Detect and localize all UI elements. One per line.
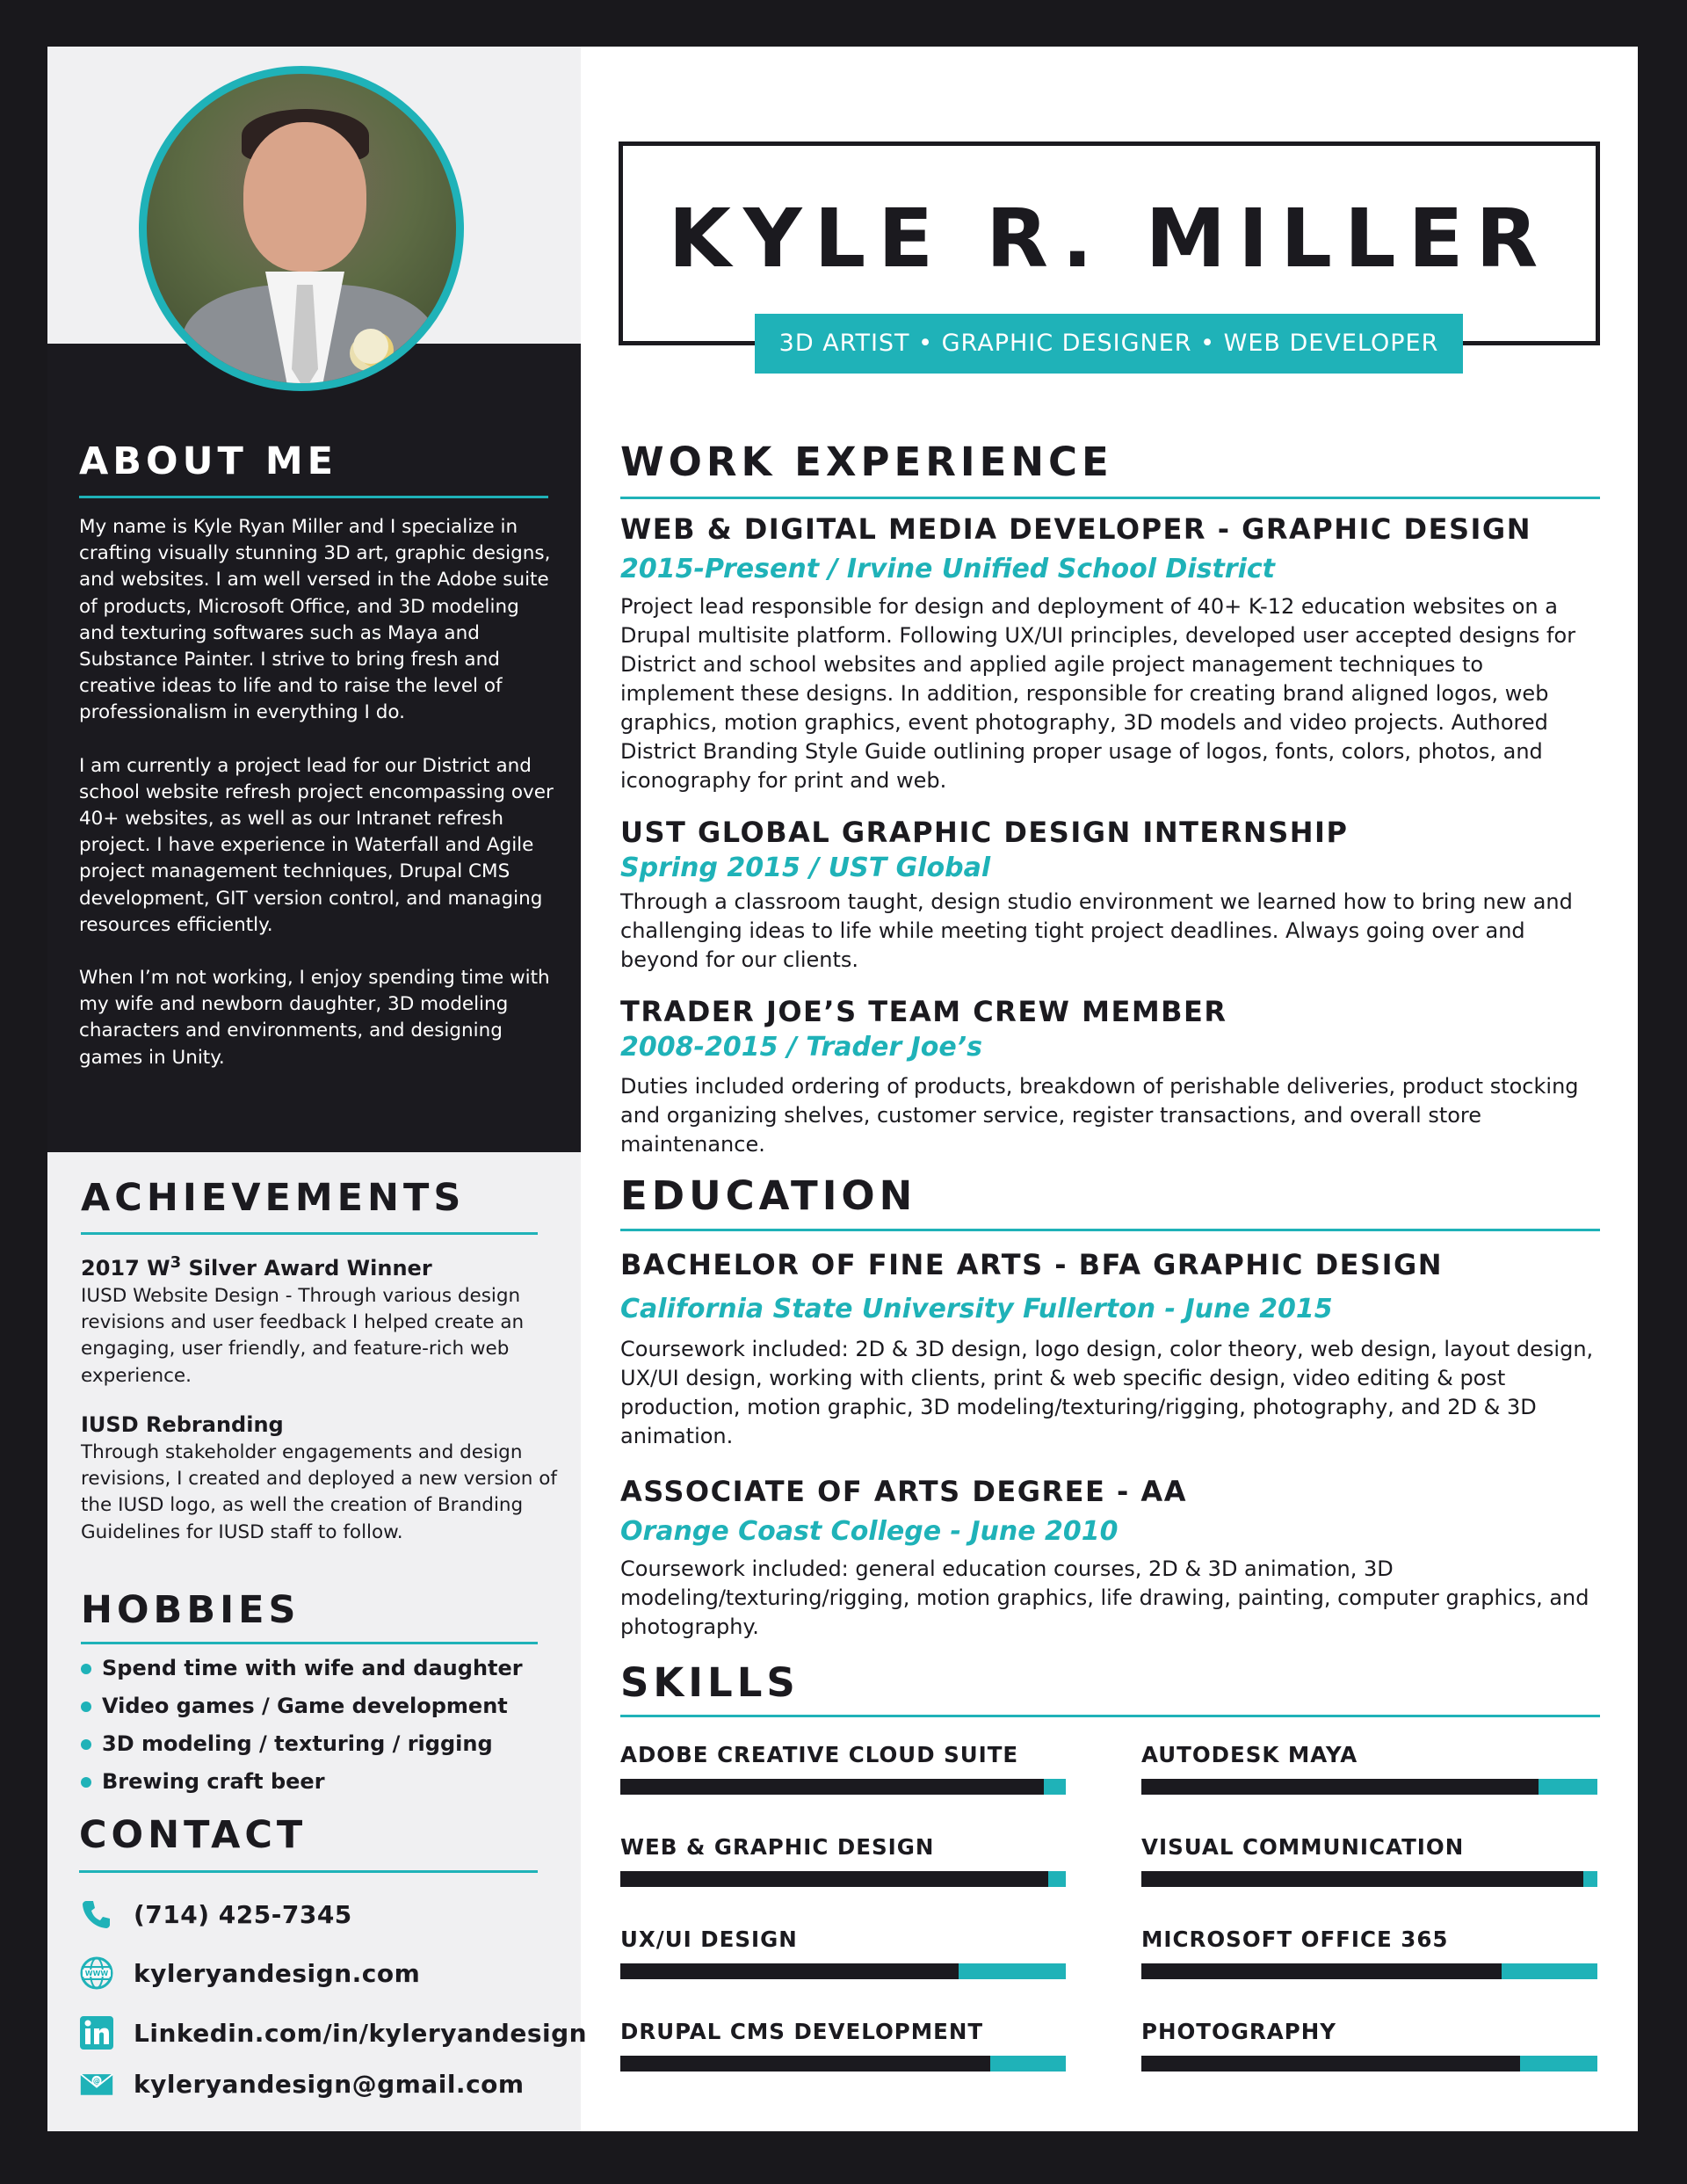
job-meta: 2015-Present / Irvine Unified School District bbox=[620, 554, 1276, 584]
job-title: TRADER JOE’S TEAM CREW MEMBER bbox=[620, 995, 1227, 1028]
about-heading: ABOUT ME bbox=[79, 439, 337, 483]
hobby-item: Brewing craft beer bbox=[81, 1763, 523, 1801]
education-heading: EDUCATION bbox=[620, 1172, 917, 1219]
linkedin-icon bbox=[79, 2015, 114, 2050]
achievement-desc: IUSD Website Design - Through various design revisions and user feedback I helped create an engaging, user friendly, and feature-rich web experience. bbox=[81, 1285, 525, 1387]
skill-bar-fill bbox=[1141, 1871, 1583, 1887]
job-description: Through a classroom taught, design studio environment we learned how to bring new and challenging ideas to life while meeting tight project deadlines. Always going over and beyond for our clients. bbox=[620, 889, 1573, 972]
degree-meta: Orange Coast College - June 2010 bbox=[620, 1516, 1119, 1547]
job-title: WEB & DIGITAL MEDIA DEVELOPER - GRAPHIC DESIGN bbox=[620, 512, 1531, 546]
achievement-item bbox=[81, 1248, 573, 1389]
skill-label: UX/UI DESIGN bbox=[620, 1926, 798, 1952]
achievement-item bbox=[81, 1410, 573, 1546]
skill-bar bbox=[620, 2056, 1066, 2072]
svg-text:WWW: WWW bbox=[84, 1970, 109, 1977]
skill-bar bbox=[620, 1963, 1066, 1979]
skill-label: MICROSOFT OFFICE 365 bbox=[1141, 1926, 1449, 1952]
hobby-item: Video games / Game development bbox=[81, 1687, 523, 1725]
contact-email[interactable]: @ kyleryandesign@gmail.com bbox=[79, 2066, 525, 2101]
achievement-desc: Through stakeholder engagements and design revisions, I created and deployed a new version of the IUSD logo, as well the creation of Branding Guidelines for IUSD staff to follow. bbox=[81, 1441, 557, 1543]
about-rule bbox=[79, 496, 548, 498]
skill-bar-fill bbox=[620, 1779, 1044, 1795]
skill-label: ADOBE CREATIVE CLOUD SUITE bbox=[620, 1742, 1019, 1767]
profile-photo bbox=[139, 66, 464, 391]
skill-bar-fill bbox=[620, 1871, 1048, 1887]
skill-bar-fill bbox=[1141, 2056, 1520, 2072]
job-description: Duties included ordering of products, breakdown of perishable deliveries, product stocking and organizing shelves, customer service, register transactions, and overall store maintenance. bbox=[620, 1074, 1579, 1157]
skill-label: AUTODESK MAYA bbox=[1141, 1742, 1358, 1767]
job-title: UST GLOBAL GRAPHIC DESIGN INTERNSHIP bbox=[620, 816, 1349, 849]
contact-phone[interactable]: (714) 425-7345 bbox=[79, 1897, 352, 1932]
page-title: KYLE R. MILLER bbox=[668, 192, 1551, 286]
skill-bar bbox=[1141, 1963, 1597, 1979]
bullet-icon bbox=[81, 1777, 91, 1788]
skills-rule bbox=[620, 1715, 1600, 1717]
degree-title: BACHELOR OF FINE ARTS - BFA GRAPHIC DESIGN bbox=[620, 1248, 1444, 1281]
bullet-icon bbox=[81, 1739, 91, 1750]
skill-bar-fill bbox=[620, 2056, 990, 2072]
achievement-title: 2017 $W^3$ Silver Award Winner bbox=[81, 1253, 432, 1281]
achievement-title: IUSD Rebranding bbox=[81, 1412, 284, 1437]
education-rule bbox=[620, 1229, 1600, 1231]
tagline: 3D ARTIST • GRAPHIC DESIGNER • WEB DEVELOPER bbox=[755, 314, 1463, 374]
job-meta: Spring 2015 / UST Global bbox=[620, 853, 991, 883]
svg-text:@: @ bbox=[92, 2076, 101, 2086]
contact-linkedin[interactable]: Linkedin.com/in/kyleryandesign bbox=[79, 2015, 587, 2050]
achievements-heading: ACHIEVEMENTS bbox=[81, 1176, 466, 1220]
skill-bar bbox=[620, 1871, 1066, 1887]
about-paragraph: My name is Kyle Ryan Miller and I specialize in crafting visually stunning 3D art, graphic designs, and websites. I am well versed in the Adobe suite of products, Microsoft Office, and 3D modeling and texturing softwares such as Maya and Substance Painter. I strive to bring fresh and creative ideas to life and to raise the level of professionalism in everything I do. bbox=[79, 516, 551, 724]
contact-heading: CONTACT bbox=[79, 1813, 308, 1857]
work-heading: WORK EXPERIENCE bbox=[620, 439, 1113, 485]
contact-rule bbox=[79, 1870, 538, 1873]
skill-bar bbox=[620, 1779, 1066, 1795]
hobby-item: 3D modeling / texturing / rigging bbox=[81, 1725, 523, 1763]
hobbies-heading: HOBBIES bbox=[81, 1588, 300, 1632]
contact-website[interactable]: WWW kyleryandesign.com bbox=[79, 1955, 420, 1991]
skill-bar-fill bbox=[620, 1963, 959, 1979]
skill-bar bbox=[1141, 2056, 1597, 2072]
about-paragraph: When I’m not working, I enjoy spending time with my wife and newborn daughter, 3D modeling characters and environments, and designing games in Unity. bbox=[79, 967, 550, 1069]
skill-bar-fill bbox=[1141, 1963, 1502, 1979]
degree-title: ASSOCIATE OF ARTS DEGREE - AA bbox=[620, 1475, 1187, 1508]
job-description: Project lead responsible for design and deployment of 40+ K-12 education websites on a Drupal multisite platform. Following UX/UI principles, developed user accepted designs for District and school websites and applied agile project management techniques to implement these designs. In addition, responsible for creating brand aligned logos, web graphics, motion graphics, event photography, 3D models and video projects. Authored District Branding Style Guide outlining proper usage of logos, fonts, colors, photos, and iconography for print and web. bbox=[620, 594, 1576, 793]
skill-bar-fill bbox=[1141, 1779, 1539, 1795]
skill-label: WEB & GRAPHIC DESIGN bbox=[620, 1834, 935, 1860]
skills-heading: SKILLS bbox=[620, 1659, 800, 1706]
skill-label: DRUPAL CMS DEVELOPMENT bbox=[620, 2019, 984, 2044]
about-paragraph: I am currently a project lead for our District and school website refresh project encompassing over 40+ websites, as well as our Intranet refresh project. I have experience in Waterfall and Agile project management techniques, Drupal CMS development, GIT version control, and managing resources efficiently. bbox=[79, 754, 554, 936]
hobbies-list bbox=[81, 1650, 523, 1801]
hobby-item: Spend time with wife and daughter bbox=[81, 1650, 523, 1687]
skill-label: VISUAL COMMUNICATION bbox=[1141, 1834, 1465, 1860]
work-rule bbox=[620, 497, 1600, 499]
degree-description: Coursework included: general education courses, 2D & 3D animation, 3D modeling/texturing/rigging, motion graphics, life drawing, painting, computer graphics, and photography. bbox=[620, 1556, 1589, 1639]
job-meta: 2008-2015 / Trader Joe’s bbox=[620, 1032, 982, 1063]
email-icon bbox=[79, 2066, 114, 2101]
skill-label: PHOTOGRAPHY bbox=[1141, 2019, 1336, 2044]
globe-www-icon bbox=[79, 1955, 114, 1991]
phone-icon bbox=[79, 1897, 114, 1932]
skill-bar bbox=[1141, 1871, 1597, 1887]
bullet-icon bbox=[81, 1664, 91, 1674]
skill-bar bbox=[1141, 1779, 1597, 1795]
degree-meta: California State University Fullerton - June 2015 bbox=[620, 1294, 1333, 1324]
bullet-icon bbox=[81, 1701, 91, 1712]
achievements-rule bbox=[81, 1232, 538, 1235]
degree-description: Coursework included: 2D & 3D design, logo design, color theory, web design, layout design, UX/UI design, working with clients, print & web specific design, video editing & post production, motion graphic, 3D modeling/texturing/rigging, photography, and 2D & 3D animation. bbox=[620, 1337, 1594, 1448]
about-text bbox=[79, 514, 561, 1098]
hobbies-rule bbox=[81, 1642, 538, 1644]
